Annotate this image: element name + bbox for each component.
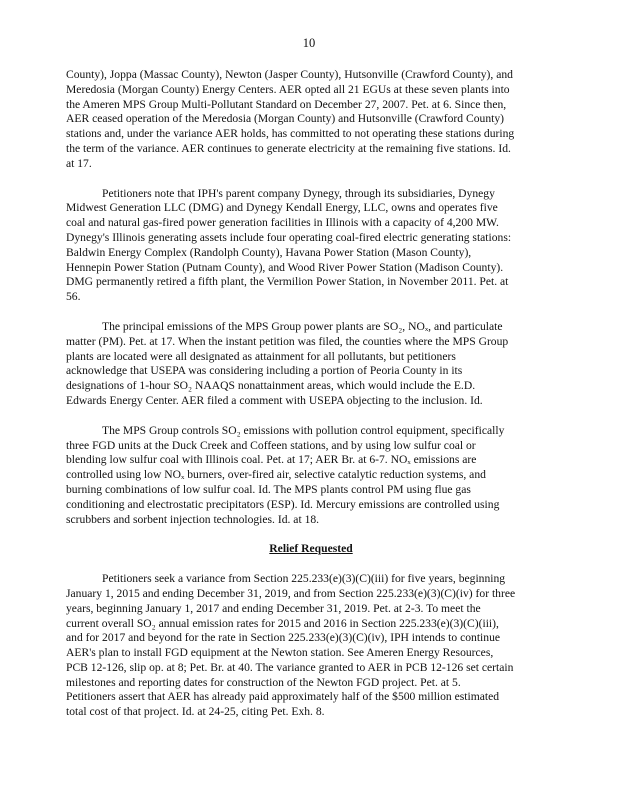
text-line: three FGD units at the Duck Creek and Coffeen stations, and by using low sulfur coal or: [66, 438, 476, 452]
paragraph-5: [66, 572, 556, 720]
text-line: matter (PM). Pet. at 17. When the instant petition was filed, the counties where the MPS Group: [66, 334, 509, 348]
text-line: AER's plan to install FGD equipment at the Newton station. See Ameren Energy Resources,: [66, 646, 494, 660]
text-line: County), Joppa (Massac County), Newton (Jasper County), Hutsonville (Crawford County), and: [66, 68, 513, 81]
section-heading: Relief Requested: [269, 542, 353, 556]
text-line: January 1, 2015 and ending December 31, 2019, and from Section 225.233(e)(3)(C)(iv) for three: [66, 586, 516, 600]
text-line: coal and natural gas-fired power generation facilities in Illinois with a capacity of 4,200 MW.: [66, 216, 499, 230]
text-line: The MPS Group controls SO₂ emissions with pollution control equipment, specifically: [102, 423, 505, 437]
text-line: AER ceased operation of the Meredosia (Morgan County) and Hutsonville (Crawford County): [66, 112, 504, 126]
paragraph-2: [66, 187, 556, 305]
text-line: stations and, under the variance AER holds, has committed to not operating these stations during: [66, 127, 515, 141]
text-line: PCB 12-126, slip op. at 8; Pet. Br. at 40. The variance granted to AER in PCB 12-126 set certain: [66, 660, 514, 674]
text-line: Hennepin Power Station (Putnam County), and Wood River Power Station (Madison County).: [66, 260, 504, 274]
text-line: Petitioners assert that AER has already paid approximately half of the $500 million estimated: [66, 690, 500, 704]
text-line: conditioning and electrostatic precipitators (ESP). Id. Mercury emissions are controlled using: [66, 497, 500, 511]
text-line: plants are located were all designated as attainment for all pollutants, but petitioners: [66, 349, 456, 363]
text-line: Petitioners seek a variance from Section 225.233(e)(3)(C)(iii) for five years, beginning: [102, 572, 506, 586]
text-line: acknowledge that USEPA was considering including a portion of Peoria County in its: [66, 364, 463, 378]
text-line: Petitioners note that IPH's parent company Dynegy, through its subsidiaries, Dynegy: [102, 186, 495, 200]
text-line: Meredosia (Morgan County) Energy Centers. AER opted all 21 EGUs at these seven plants into: [66, 82, 510, 96]
text-line: DMG permanently retired a fifth plant, the Vermilion Power Station, in November 2011. Pet. at: [66, 275, 509, 289]
text-line: the Ameren MPS Group Multi-Pollutant Standard on December 27, 2007. Pet. at 6. Since then,: [66, 97, 507, 111]
page-number: 10: [302, 36, 316, 50]
text-line: designations of 1-hour SO₂ NAAQS nonattainment areas, which would include the E.D.: [66, 379, 476, 393]
text-line: Baldwin Energy Complex (Randolph County), Havana Power Station (Mason County),: [66, 245, 472, 259]
text-line: milestones and reporting dates for construction of the Newton FGD project. Pet. at 5.: [66, 675, 461, 689]
text-line: total cost of that project. Id. at 24-25, citing Pet. Exh. 8.: [66, 705, 325, 719]
text-line: 56.: [66, 290, 81, 304]
text-line: Dynegy's Illinois generating assets include four operating coal-fired electric generating stations:: [66, 230, 512, 244]
text-line: current overall SO₂ annual emission rates for 2015 and 2016 in Section 225.233(e)(3)(C)(iii),: [66, 616, 499, 630]
text-line: scrubbers and sorbent injection technologies. Id. at 18.: [66, 512, 320, 526]
paragraph-4: [66, 424, 556, 528]
text-line: the term of the variance. AER continues to generate electricity at the remaining five stations. Id.: [66, 141, 511, 155]
text-line: and for 2017 and beyond for the rate in Section 225.233(e)(3)(C)(iv), IPH intends to continue: [66, 631, 501, 645]
paragraph-3: [66, 320, 556, 409]
text-line: Edwards Energy Center. AER filed a comment with USEPA objecting to the inclusion. Id.: [66, 393, 483, 407]
document-body: [66, 68, 556, 720]
text-line: The principal emissions of the MPS Group power plants are SO₂, NOₓ, and particulate: [102, 319, 503, 333]
text-line: Midwest Generation LLC (DMG) and Dynegy Kendall Energy, LLC, owns and operates five: [66, 201, 498, 215]
paragraph-1: [66, 68, 556, 172]
text-line: burning combinations of low sulfur coal. Id. The MPS plants control PM using flue gas: [66, 482, 471, 496]
text-line: controlled using low NOₓ burners, over-fired air, selective catalytic reduction systems, and: [66, 468, 486, 482]
text-line: years, beginning January 1, 2017 and ending December 31, 2019. Pet. at 2-3. To meet the: [66, 601, 481, 615]
text-line: at 17.: [66, 156, 92, 170]
text-line: blending low sulfur coal with Illinois coal. Pet. at 17; AER Br. at 6-7. NOₓ emissions are: [66, 453, 477, 467]
